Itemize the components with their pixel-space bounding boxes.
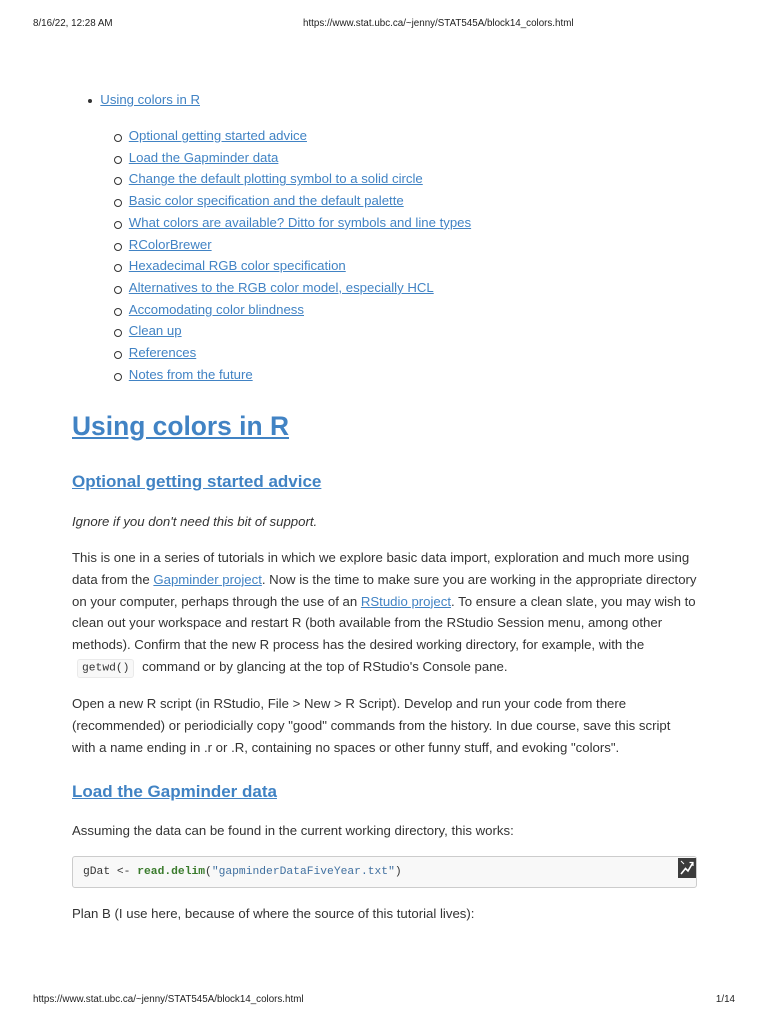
paragraph-text: This is one in a series of tutorials in which we explore basic data import, exploration and much more using — [72, 550, 690, 565]
page-number: 1/14 — [715, 994, 735, 1005]
toc-link-using-colors-in-r[interactable]: Using colors in R — [100, 92, 200, 107]
toc-subitem — [129, 147, 471, 169]
toc-link-load-gapminder-data[interactable]: Load the Gapminder data — [128, 149, 279, 165]
paragraph-text: clean out your workspace and restart R (both available from the RStudio Session menu, among other — [72, 615, 663, 631]
gapminder-project-link[interactable]: Gapminder project — [153, 571, 262, 587]
paragraph-text: on your computer, perhaps through the use of an — [72, 593, 361, 609]
toc-subitem — [129, 212, 471, 234]
toc-link-available-colors[interactable]: What colors are available? Ditto for symbols and line types — [128, 214, 472, 230]
support-note: Ignore if you don't need this bit of support. — [72, 514, 318, 529]
toc-subitem — [129, 364, 471, 386]
page-title-link[interactable]: Using colors in R — [72, 411, 290, 441]
code-function-name: read.delim — [137, 866, 206, 878]
print-header-url: https://www.stat.ubc.ca/~jenny/STAT545A/block14_colors.html — [303, 18, 574, 29]
toc-subitem — [129, 255, 471, 277]
page-title — [72, 410, 289, 442]
section-heading-load-data — [72, 781, 277, 803]
toc-link-hexadecimal-rgb[interactable]: Hexadecimal RGB color specification — [128, 258, 346, 274]
toc-subitem — [129, 299, 471, 321]
intro-paragraph — [72, 547, 697, 681]
toc-link-optional-advice[interactable]: Optional getting started advice — [128, 128, 307, 143]
toc-subitem — [129, 342, 471, 364]
toc-subitem — [129, 277, 471, 299]
toc-link-notes-from-future[interactable]: Notes from the future — [128, 366, 253, 382]
code-close-paren: ) — [394, 866, 402, 878]
section-heading-advice-link[interactable]: Optional getting started advice — [72, 472, 322, 491]
toc-link-clean-up[interactable]: Clean up — [128, 323, 182, 339]
section-heading-load-data-link[interactable]: Load the Gapminder data — [72, 782, 277, 801]
paragraph-text: . Now is the time to make sure you are working in the appropriate directory — [261, 571, 697, 587]
toc-link-basic-color-specification[interactable]: Basic color specification and the default palette — [128, 193, 404, 209]
table-of-contents — [72, 89, 471, 385]
print-date: 8/16/22, 12:28 AM — [33, 18, 113, 29]
paragraph-text: . To ensure a clean slate, you may wish to — [451, 593, 696, 609]
print-footer-url: https://www.stat.ubc.ca/~jenny/STAT545A/block14_colors.html — [33, 994, 304, 1005]
paragraph-text: Open a new R script (in RStudio, File > New > R Script). Develop and run your code from there — [72, 696, 627, 711]
code-block — [72, 856, 697, 888]
paragraph-text: methods). Confirm that the new R process has the desired working directory, for example, with the — [72, 637, 645, 653]
toc-link-rgb-alternatives-hcl[interactable]: Alternatives to the RGB color model, especially HCL — [128, 279, 434, 295]
code-assignment: gDat <- — [83, 866, 138, 878]
plan-b-text: Plan B (I use here, because of where the source of this tutorial lives): — [72, 906, 475, 921]
section-heading-advice — [72, 471, 321, 493]
copy-icon[interactable] — [678, 858, 696, 878]
toc-link-default-plotting-symbol[interactable]: Change the default plotting symbol to a solid circle — [128, 171, 423, 187]
toc-link-color-blindness[interactable]: Accomodating color blindness — [128, 301, 304, 317]
toc-subitem — [129, 190, 471, 212]
code-string-literal: "gapminderDataFiveYear.txt" — [211, 866, 395, 878]
toc-item — [100, 89, 471, 385]
toc-link-rcolorbrewer[interactable]: RColorBrewer — [128, 236, 212, 252]
load-data-intro: Assuming the data can be found in the current working directory, this works: — [72, 823, 514, 838]
toc-subitem — [129, 320, 471, 342]
toc-sublist — [100, 125, 471, 385]
paragraph-text: data from the — [72, 571, 154, 587]
code-open-paren: ( — [205, 866, 212, 878]
inline-code-getwd: getwd() — [77, 659, 134, 678]
toc-link-references[interactable]: References — [128, 345, 197, 361]
paragraph-text: (recommended) or periodicially copy "good" commands from the history. In due course, save this script — [72, 717, 671, 733]
script-paragraph — [72, 693, 670, 758]
toc-subitem — [129, 125, 471, 147]
copy-icon-glyph — [678, 858, 696, 878]
paragraph-text: with a name ending in .r or .R, containing no spaces or other funny stuff, and evoking "colors". — [72, 739, 620, 755]
paragraph-text: command or by glancing at the top of RStudio's Console pane. — [138, 658, 508, 674]
toc-subitem — [129, 168, 471, 190]
rstudio-project-link[interactable]: RStudio project — [360, 593, 452, 609]
toc-subitem — [129, 234, 471, 256]
